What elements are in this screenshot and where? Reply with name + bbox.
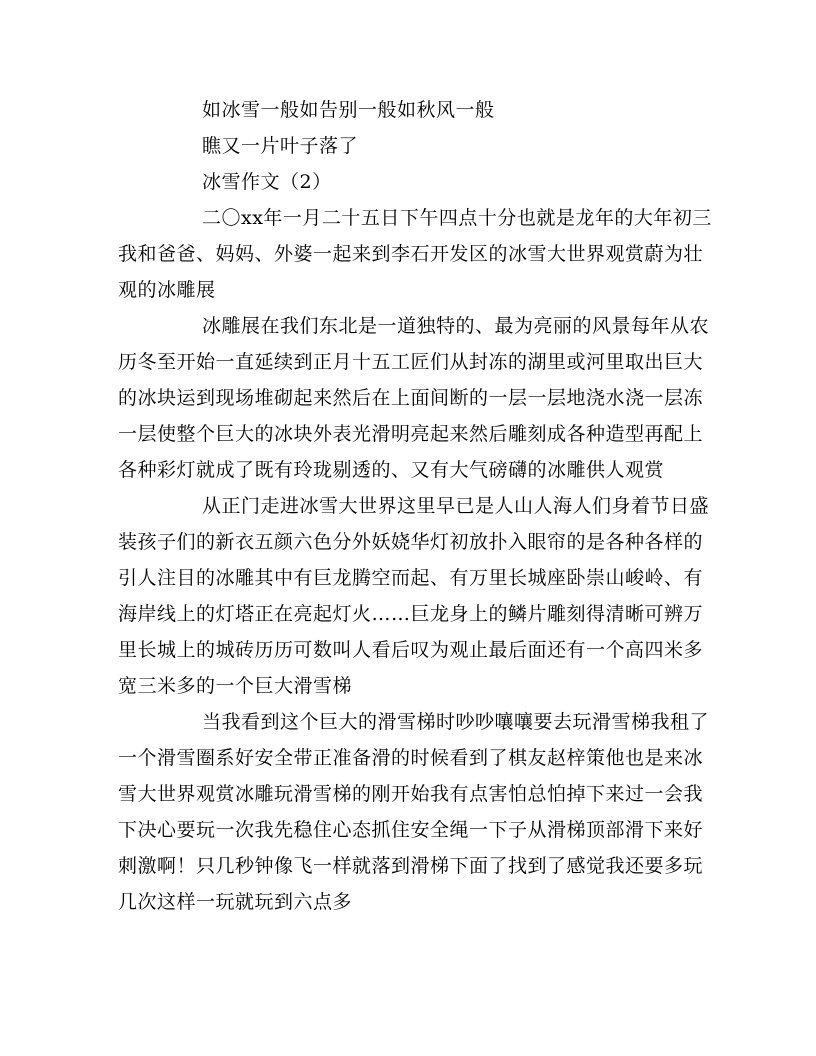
paragraph-4-line-3: 雪大世界观赏冰雕玩滑雪梯的刚开始我有点害怕总怕掉下来过一会我 (118, 783, 704, 805)
paragraph-3-line-6: 宽三米多的一个巨大滑雪梯 (118, 675, 353, 697)
paragraph-1-line-3: 观的冰雕展 (118, 279, 216, 301)
section-heading: 冰雪作文（2） (202, 171, 332, 193)
paragraph-4-line-1: 当我看到这个巨大的滑雪梯时吵吵嚷嚷要去玩滑雪梯我租了 (202, 711, 710, 733)
paragraph-4-line-2: 一个滑雪圈系好安全带正准备滑的时候看到了棋友赵梓策他也是来冰 (118, 747, 704, 769)
paragraph-4-line-4: 下决心要玩一次我先稳住心态抓住安全绳一下子从滑梯顶部滑下来好 (118, 819, 704, 841)
paragraph-3-line-2: 装孩子们的新衣五颜六色分外妖娆华灯初放扑入眼帘的是各种各样的 (118, 531, 704, 553)
paragraph-3-line-5: 里长城上的城砖历历可数叫人看后叹为观止最后面还有一个高四米多 (118, 639, 704, 661)
paragraph-1-line-2: 我和爸爸、妈妈、外婆一起来到李石开发区的冰雪大世界观赏蔚为壮 (118, 243, 704, 265)
paragraph-1-line-1: 二〇xx年一月二十五日下午四点十分也就是龙年的大年初三 (202, 207, 712, 229)
paragraph-3-line-3: 引人注目的冰雕其中有巨龙腾空而起、有万里长城座卧崇山峻岭、有 (118, 567, 704, 589)
text-line-poem-2: 瞧又一片叶子落了 (202, 135, 359, 157)
text-line-poem-1: 如冰雪一般如告别一般如秋风一般 (202, 99, 495, 121)
paragraph-4-line-6: 几次这样一玩就玩到六点多 (118, 891, 353, 913)
paragraph-2-line-5: 各种彩灯就成了既有玲珑剔透的、又有大气磅礴的冰雕供人观赏 (118, 459, 665, 481)
paragraph-3-line-4: 海岸线上的灯塔正在亮起灯火……巨龙身上的鳞片雕刻得清晰可辨万 (118, 603, 704, 625)
paragraph-2-line-1: 冰雕展在我们东北是一道独特的、最为亮丽的风景每年从农 (202, 315, 710, 337)
paragraph-3-line-1: 从正门走进冰雪大世界这里早已是人山人海人们身着节日盛 (202, 495, 710, 517)
paragraph-2-line-3: 的冰块运到现场堆砌起来然后在上面间断的一层一层地浇水浇一层冻 (118, 387, 704, 409)
paragraph-4-line-5: 刺激啊！只几秒钟像飞一样就落到滑梯下面了找到了感觉我还要多玩 (118, 855, 704, 877)
paragraph-2-line-4: 一层使整个巨大的冰块外表光滑明亮起来然后雕刻成各种造型再配上 (118, 423, 704, 445)
paragraph-2-line-2: 历冬至开始一直延续到正月十五工匠们从封冻的湖里或河里取出巨大 (118, 351, 704, 373)
document-page (118, 92, 712, 920)
